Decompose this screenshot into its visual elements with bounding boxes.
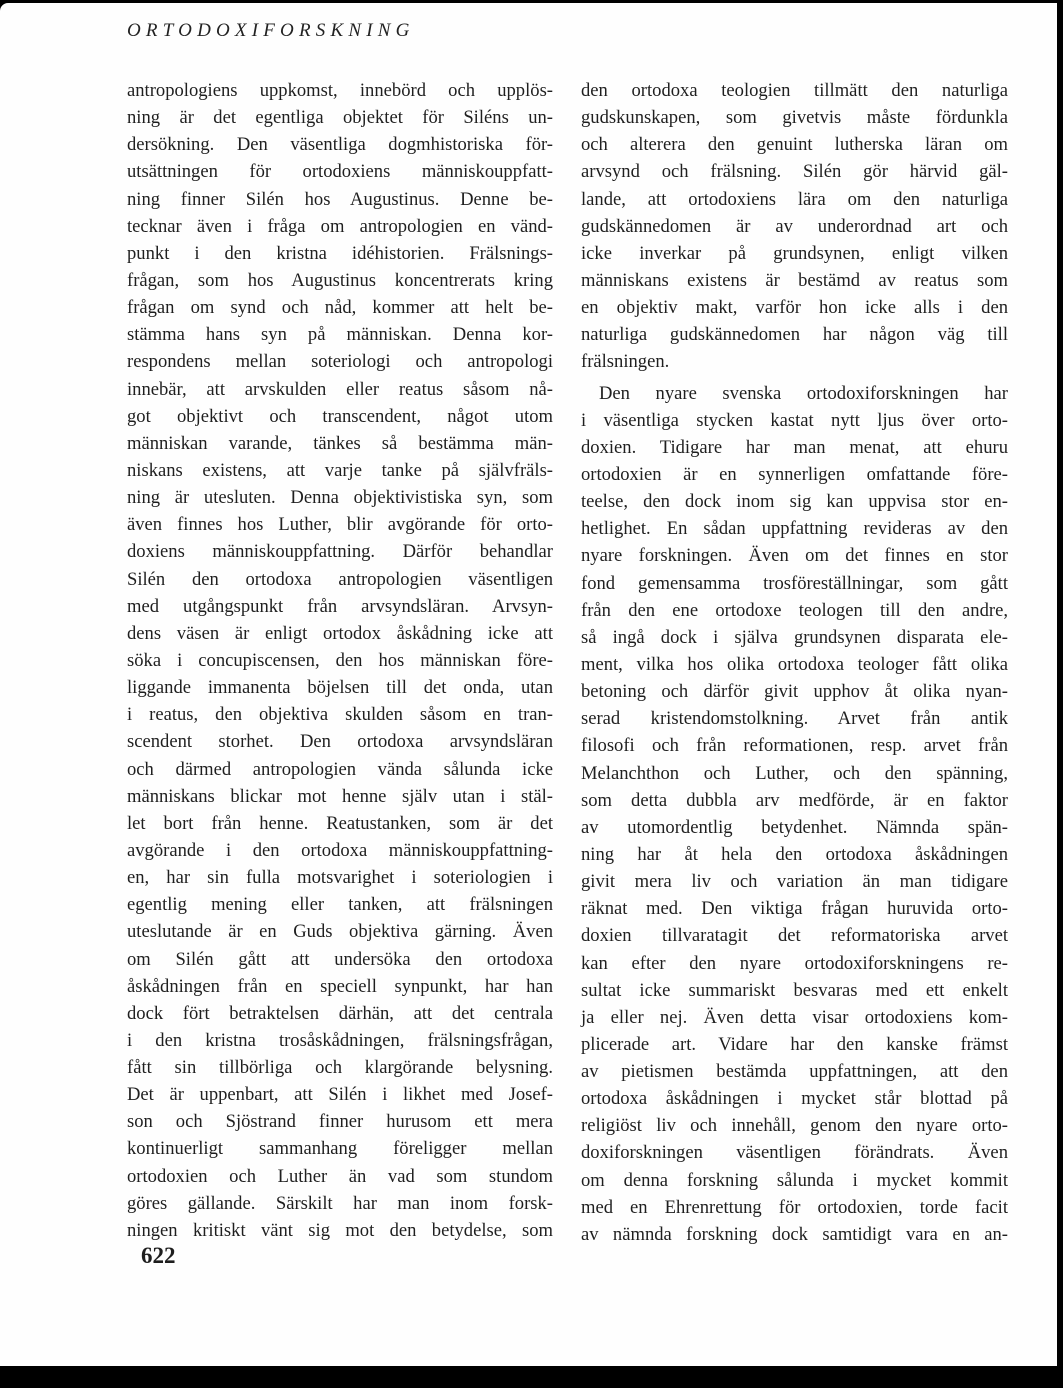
text-line: teelse, den dock inom sig kan uppvisa stor en- <box>581 491 1008 513</box>
text-line: hetlighet. En sådan uppfattning revideras av den <box>581 518 1008 540</box>
text-line: respondens mellan soteriologi och antropologi <box>127 351 553 373</box>
text-line: som detta dubbla arv medförde, är en faktor <box>581 789 1008 811</box>
text-line: gudskännedomen är av underordnad art och <box>581 215 1008 237</box>
text-line: let bort från henne. Reatustanken, som är det <box>127 812 553 834</box>
text-line: antropologiens uppkomst, innebörd och upplös- <box>127 80 553 101</box>
text-line: i den kristna trosåskådningen, frälsningsfrågan, <box>127 1029 553 1051</box>
text-line: lande, att ortodoxiens lära om den naturliga <box>581 188 1008 210</box>
text-line: ning är det egentliga objektet för Siléns un- <box>127 107 553 129</box>
text-line: av nämnda forskning dock samtidigt vara en an- <box>581 1223 1008 1245</box>
running-title: ORTODOXIFORSKNING <box>127 20 415 41</box>
book-page <box>0 3 1057 1366</box>
text-line: liggande immanenta böjelsen till det onda, utan <box>127 677 553 699</box>
text-line: åskådningen från en speciell synpunkt, har han <box>127 975 553 997</box>
text-line: nyare forskningen. Även om det finnes en stor <box>581 545 1008 567</box>
text-line: frågan, som hos Augustinus koncentrerats kring <box>127 269 553 291</box>
text-line: niskans existens, att varje tanke på självfräls- <box>127 459 553 481</box>
text-line: i reatus, den objektiva skulden såsom en tran- <box>127 704 553 726</box>
text-line: frågan om synd och nåd, kommer att helt be- <box>127 297 553 319</box>
text-line: och alterera den genuint lutherska läran om <box>581 134 1008 156</box>
text-line: uteslutande är en Guds objektiva gärning. Även <box>127 921 553 943</box>
text-line: den ortodoxa teologien tillmätt den naturliga <box>581 80 1008 101</box>
right-column <box>581 77 1008 1248</box>
text-line: göres gällande. Särskilt har man inom forsk- <box>127 1192 553 1214</box>
text-line: människan varande, tänkes så bestämma män- <box>127 432 553 454</box>
text-line: med utgångspunkt från arvsyndsläran. Arvsyn- <box>127 595 553 617</box>
text-line: scendent storhet. Den ortodoxa arvsyndsläran <box>127 731 553 753</box>
text-line: tecknar även i fråga om antropologien en vänd- <box>127 215 553 237</box>
text-line: dens väsen är enligt ortodox åskådning icke att <box>127 622 553 644</box>
text-line: om Silén gått att undersöka den ortodoxa <box>127 948 553 970</box>
text-line: ment, vilka hos olika ortodoxa teologer fått olika <box>581 653 1008 675</box>
text-line: serad kristendomstolkning. Arvet från antik <box>581 708 1008 730</box>
text-line: en objektiv makt, varför hon icke alls i den <box>581 297 1008 319</box>
text-line: kontinuerligt sammanhang föreligger mellan <box>127 1138 553 1160</box>
text-line: got objektivt och transcendent, något utom <box>127 405 553 427</box>
text-line: människans blickar mot henne själv utan i stäl- <box>127 785 553 807</box>
text-line: ortodoxien och Luther än vad som stundom <box>127 1165 553 1187</box>
text-line: Silén den ortodoxa antropologien väsentligen <box>127 568 553 590</box>
paragraph-1 <box>581 77 1008 376</box>
text-line: med en Ehrenrettung för ortodoxien, torde facit <box>581 1196 1008 1218</box>
text-line: människans existens är bestämd av reatus som <box>581 269 1008 291</box>
text-line: ning har åt hela den ortodoxa åskådningen <box>581 843 1008 865</box>
text-line: en, har sin fulla motsvarighet i soteriologien i <box>127 867 553 889</box>
text-line: religiöst liv och innehåll, genom den nyare orto- <box>581 1115 1008 1137</box>
text-line: son och Sjöstrand finner hurusom ett mera <box>127 1111 553 1133</box>
text-line: av pietismen bestämda uppfattningen, att den <box>581 1061 1008 1083</box>
text-line: doxiens människouppfattning. Därför behandlar <box>127 541 553 563</box>
text-line: betoning och därför givit upphov åt olika nyan- <box>581 681 1008 703</box>
text-line: egentlig mening eller tanken, att frälsningen <box>127 894 553 916</box>
text-line: doxien tillvaratagit det reformatoriska arvet <box>581 925 1008 947</box>
text-line: sultat icke summariskt besvaras med ett enkelt <box>581 979 1008 1001</box>
text-line: Det är uppenbart, att Silén i likhet med Josef- <box>127 1084 553 1106</box>
text-line: givit mera liv och variation än man tidigare <box>581 871 1008 893</box>
page-number: 622 <box>141 1243 176 1268</box>
text-line: så ingå dock i själva grundsynen disparata ele- <box>581 626 1008 648</box>
text-line: av utomordentlig betydenhet. Nämnda spän- <box>581 816 1008 838</box>
text-line: doxien. Tidigare har man menat, att ehuru <box>581 436 1008 458</box>
text-line: i väsentliga stycken kastat nytt ljus över orto- <box>581 409 1008 431</box>
text-line: innebär, att arvskulden eller reatus såsom nå- <box>127 378 553 400</box>
text-line: fond gemensamma trosföreställningar, som gått <box>581 572 1008 594</box>
text-line: även finnes hos Luther, blir avgörande för orto- <box>127 514 553 536</box>
text-line: ning är utesluten. Denna objektivistiska syn, som <box>127 487 553 509</box>
text-line: ortodoxa åskådningen i mycket står blottad på <box>581 1088 1008 1110</box>
text-line: ortodoxien är en synnerligen omfattande före- <box>581 463 1008 485</box>
text-line: utsättningen för ortodoxiens människouppfatt- <box>127 161 553 183</box>
text-line: punkt i den kristna idéhistorien. Frälsnings- <box>127 242 553 264</box>
text-line: Melanchthon och Luther, och den spänning, <box>581 762 1008 784</box>
text-line: ning finner Silén hos Augustinus. Denne be- <box>127 188 553 210</box>
text-line: dock fört betraktelsen därhän, att det centrala <box>127 1002 553 1024</box>
text-line: söka i concupiscensen, den hos människan före- <box>127 649 553 671</box>
text-line: gudskunskapen, som givetvis måste fördunkla <box>581 107 1008 129</box>
text-line: ningen kritiskt vänt sig mot den betydelse, som <box>127 1219 553 1241</box>
text-line: ja eller nej. Även detta visar ortodoxiens kom- <box>581 1006 1008 1028</box>
text-line: naturliga gudskännedomen har någon väg till <box>581 324 1008 346</box>
text-line: kan efter den nyare ortodoxiforskningens re- <box>581 952 1008 974</box>
text-line: frälsningen. <box>581 351 670 373</box>
text-line: räknat med. Den viktiga frågan huruvida orto- <box>581 898 1008 920</box>
text-line: och därmed antropologien vända sålunda icke <box>127 758 553 780</box>
text-line: från den ene ortodoxe teologen till den andre, <box>581 599 1008 621</box>
text-line: stämma hans syn på människan. Denna kor- <box>127 324 553 346</box>
text-line: om denna forskning sålunda i mycket kommit <box>581 1169 1008 1191</box>
text-line: arvsynd och frälsning. Silén gör härvid gäl- <box>581 161 1008 183</box>
text-line: doxiforskningen väsentligen förändrats. Även <box>581 1142 1008 1164</box>
text-line: fått sin tillbörliga och klargörande belysning. <box>127 1057 553 1079</box>
paragraph-2 <box>581 380 1008 1249</box>
text-line: plicerade art. Vidare har den kanske främst <box>581 1033 1008 1055</box>
text-line: avgörande i den ortodoxa människouppfattning- <box>127 839 553 861</box>
left-column <box>127 77 553 1244</box>
text-line: Den nyare svenska ortodoxiforskningen har <box>599 382 1008 404</box>
text-line: icke inverkar på grundsynen, enligt vilken <box>581 242 1008 264</box>
text-line: filosofi och från reformationen, resp. arvet från <box>581 735 1008 757</box>
text-line: dersökning. Den väsentliga dogmhistoriska för- <box>127 134 553 156</box>
